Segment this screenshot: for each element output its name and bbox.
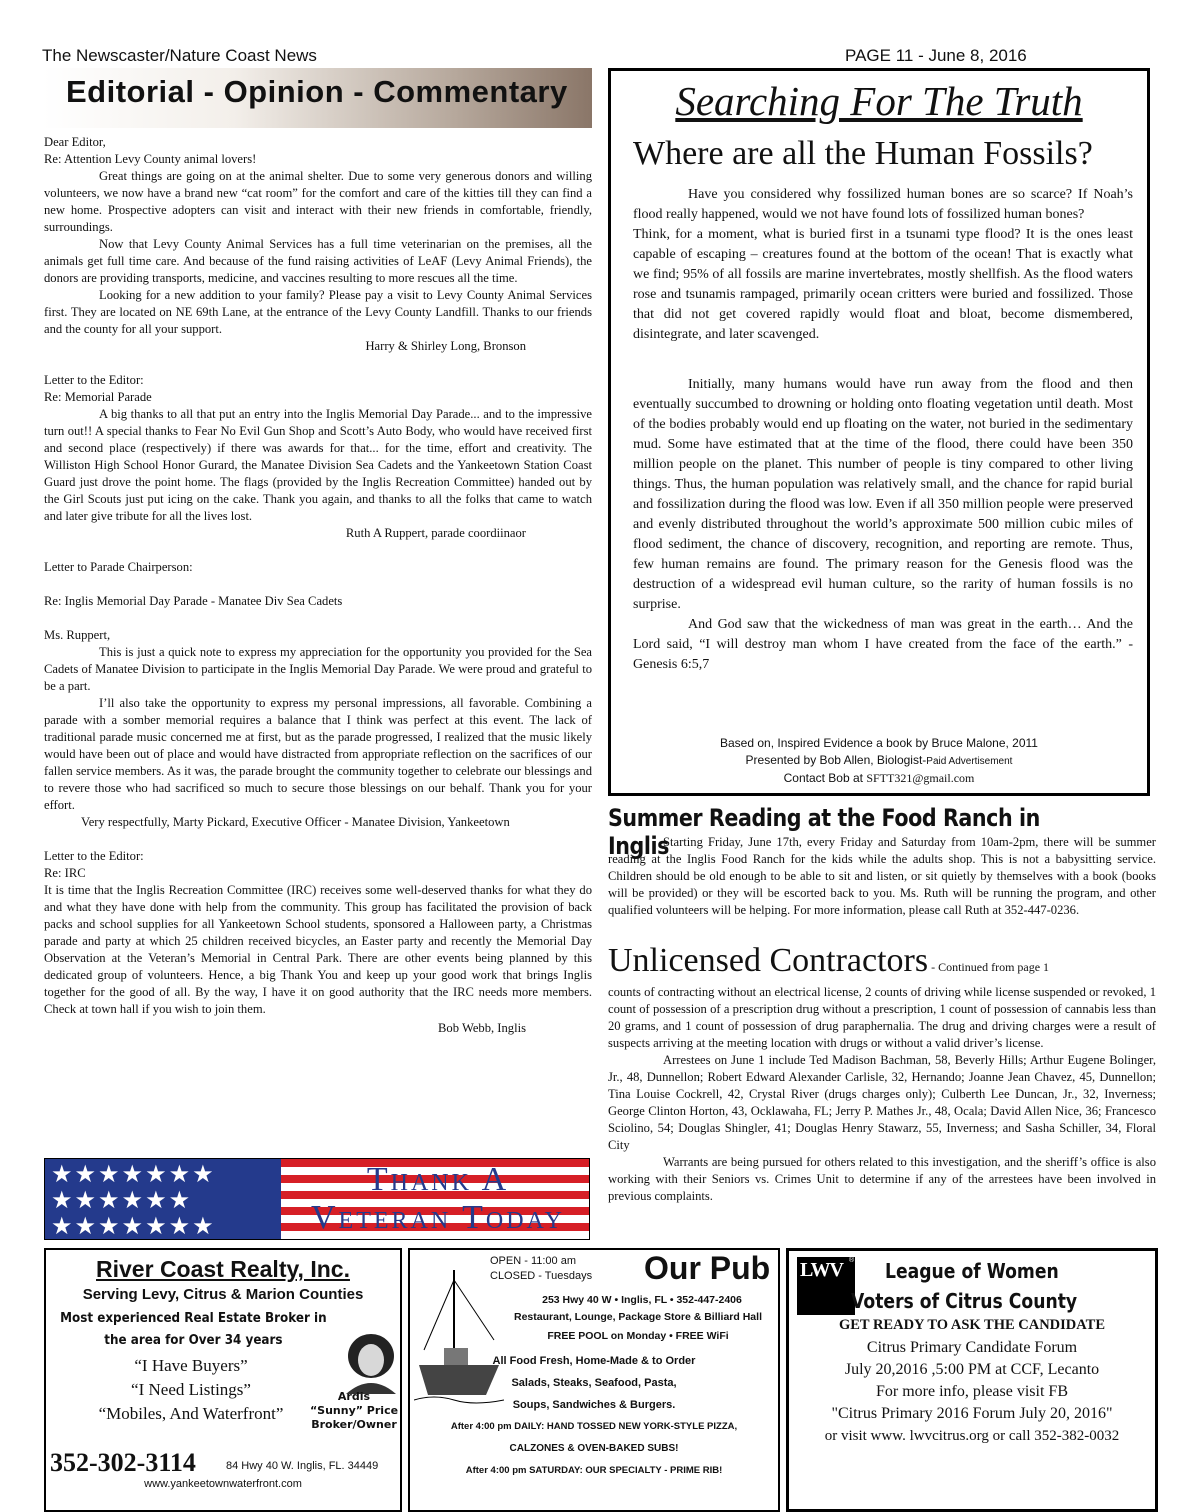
pub-line: After 4:00 pm SATURDAY: OUR SPECIALTY - PRIME RIB! — [465, 1465, 723, 1476]
thank-a-veteran-flag — [44, 1158, 590, 1240]
realty-phone: 352-302-3114 — [50, 1448, 196, 1477]
pub-line: All Food Fresh, Home-Made & to Order — [492, 1355, 696, 1367]
truth-body — [633, 185, 1133, 675]
summer-reading-body: Starting Friday, June 17th, every Friday and Saturday from 10am-2pm, there will be summer reading at the Inglis Food Ranch for the kids while the adults shop. This is not a babysitting service. Children should be old enough to be able to sit and listen, or sit quietly by themselves with a book (books will be provided) or they will be escorted back to you. Ms. Ruth will be running the program, and other qualified volunteers will be helping. For more information, please call Ruth at 352-447-0236. — [608, 835, 1156, 917]
credit-line: Contact Bob at SFTT321@gmail.com — [783, 771, 975, 785]
page-date: PAGE 11 - June 8, 2016 — [845, 46, 1027, 65]
realty-address: 84 Hwy 40 W. Inglis, FL. 34449 — [226, 1460, 379, 1472]
broker-photo — [342, 1332, 400, 1394]
truth-quote: And God saw that the wickedness of man was great in the earth… And the Lord said, “I will destroy man whom I have created from the face of the earth.” - Genesis 6:5,7 — [633, 617, 1133, 672]
letter-greeting: Ms. Ruppert, — [44, 628, 111, 642]
realty-name: River Coast Realty, Inc. — [96, 1256, 350, 1282]
pub-line: Soups, Sandwiches & Burgers. — [512, 1399, 676, 1411]
letter-signature: Harry & Shirley Long, Bronson — [365, 339, 526, 353]
letter-paragraph: A big thanks to all that put an entry into the Inglis Memorial Day Parade... and to the impressive turn out!! A special thanks to Fear No Evil Gun Shop and Scott’s Auto Body, who would have received first and second place (respectively) if there was awards for that... for the time, effort and creativity. The Williston High School Honor Gurard, the Manatee Division Sea Cadets and the Yankeetown Station Coast Guard just drove the point home. The flags (provided by the Inglis Recreation Committee) handed out by the Girl Scouts just put icing on the cake. Thank you again, and thanks to all the folks that came to watch and later give tribute for all the lives lost. — [44, 407, 592, 523]
pub-hours-open: OPEN - 11:00 am — [490, 1255, 576, 1267]
letter-signature: Very respectfully, Marty Pickard, Executive Officer - Manatee Division, Yankeetown — [81, 815, 510, 829]
contractors-paragraph: counts of contracting without an electrical license, 2 counts of driving while license suspended or revoked, 1 count of possession of a prescription drug without a prescription, 1 count of possession of cannabis less than 20 grams, and 1 count of possession of drug paraphernalia. The drug and driving charges were a result of suspects arriving at the meeting location with drugs or without a valid driver’s license. — [608, 985, 1156, 1050]
letter-paragraph: Looking for a new addition to your family? Please pay a visit to Levy County Animal Services first. They are located on NE 69th Lane, at the entrance of the Levy County Landfill. Thanks to our friends and the county for all your support. — [44, 288, 592, 336]
truth-paragraph: Have you considered why fossilized human bones are so scarce? If Noah’s flood really happened, would we not have found lots of fossilized human bones? — [633, 187, 1133, 222]
letter-salutation: Letter to the Editor: — [44, 849, 144, 863]
pub-hours-closed: CLOSED - Tuesdays — [490, 1270, 593, 1282]
letter-paragraph: Great things are going on at the animal shelter. Due to some very generous donors and willing volunteers, we now have a brand new “cat room” for the comfort and care of the kitties till they can find a new home. Prospective adopters can visit and interact with their new friends in comfortable, friendly, surroundings. — [44, 169, 592, 234]
lwv-line: For more info, please visit FB — [876, 1383, 1068, 1400]
realty-counties: Serving Levy, Citrus & Marion Counties — [82, 1286, 364, 1303]
broker-nickname: “Sunny” Price — [309, 1404, 399, 1417]
letter-paragraph: It is time that the Inglis Recreation Committee (IRC) receives some well-deserved thanks for what they do and what they have done with help from the community. This group has facilitated the provision of back packs and school supplies for all Yankeetown School students, sponsored a Halloween party, a Christmas parade and party at which 25 children received bicycles, an Easter party and recently the Memorial Day Observation at the Veteran’s Memorial in Central Park. There are other events being planned by this dedicated group of volunteers. Hence, a big Thank You and keep up your good work that brings Inglis together for the good of all. By the way, I have it on good authority that the IRC needs more members. Check at town hall if you wish to join them. — [44, 883, 592, 1016]
letter-paragraph: I’ll also take the opportunity to express my personal impressions, all favorable. Combining a parade with a somber memorial requires a balance that I think was perfect at this event. The lack of traditional parade music concerned me at first, but as the parade progressed, I realized that the music likely would have been out of place and would have distracted from appropriate reflection on the sacrifices of our fallen service members. As it was, the parade brought the community together to celebrate our blessings and to revere those who had sacrificed so much to secure those blessings on our behalf. Thank you for your effort. — [44, 696, 592, 812]
letter-paragraph: Now that Levy County Animal Services has a full time veterinarian on the premises, all the animals get full time care. And because of the fund raising activities of LeAF (Levy Animal Friends), the donors are providing transports, medicine, and vaccines resulting to more rescues all the time. — [44, 237, 592, 285]
realty-experience: the area for Over 34 years — [104, 1333, 283, 1348]
truth-paragraph: Initially, many humans would have run away from the flood and then eventually succumbed to drowning or holding onto floating vegetation until death. Most of the bodies probably would end up floating on the water, not buried in the sedimentary mud. Some have estimated that at the time of the flood, there could have been 350 million people on the planet. This number of people is tiny compared to other living things. Thus, the human population was relatively small, and the chance for rapid burial and fossilization during the flood was low. Even if all 350 million people were preserved and evenly distributed throughout the world’s approximate 500 million cubic miles of flood sediment, the chance of discovery, recognition, and reporting are remote. Thus, few human remains are found. The primary reason for the Genesis flood was the destruction of a widespread evil human culture, so the rarity of human fossils is no surprise. — [633, 377, 1133, 612]
contractors-paragraph: Arrestees on June 1 include Ted Madison Bachman, 58, Beverly Hills; Arthur Eugene Bolinger, Jr., 48, Dunnellon; Robert Edward Alexander Carlisle, 32, Hernando; Joanne Jean Chavez, 45, Dunnellon; Tina Louise Cockrell, 42, Crystal River (drugs charges only); Culberth Lee Duncan, Jr., 32, Inverness; George Clinton Horton, 43, Ocklawaha, FL; Jerry P. Mathes Jr., 48, Ocala; David Allen Nice, 36; Francesco Sciolino, 54; Douglas Shingler, 41; Douglas Henry Stawarz, 55, Inverness; and Sasha Schiller, 34, Floral City — [608, 1053, 1156, 1152]
broker-title: Broker/Owner — [311, 1418, 397, 1431]
letter-subject: Re: Inglis Memorial Day Parade - Manatee Div Sea Cadets — [44, 594, 343, 608]
searching-for-truth-ad — [608, 68, 1150, 796]
letters-to-editor — [44, 134, 592, 1037]
river-coast-realty-ad — [44, 1248, 402, 1512]
credit-line: Presented by Bob Allen, Biologist-Paid Advertisement — [745, 753, 1013, 767]
truth-title: Searching For The Truth — [675, 78, 1083, 124]
realty-website: www.yankeetownwaterfront.com — [144, 1478, 302, 1490]
truth-credits — [611, 735, 1147, 787]
realty-quote: “I Have Buyers” — [134, 1356, 248, 1375]
letter-subject: Re: IRC — [44, 866, 86, 880]
realty-experience: Most experienced Real Estate Broker in — [60, 1311, 327, 1326]
lwv-line: or visit www. lwvcitrus.org or call 352-382-0032 — [824, 1428, 1120, 1444]
flag-text-line2: Veteran Today — [311, 1199, 565, 1236]
lwv-title-2: Voters of Citrus County — [851, 1289, 1078, 1313]
letter-paragraph: This is just a quick note to express my appreciation for the opportunity you provided for the Sea Cadets of Manatee Division to participate in the Inglis Memorial Day Parade. We were proud and grateful to be a part. — [44, 645, 592, 693]
contractors-paragraph: Warrants are being pursued for others related to this investigation, and the sheriff’s office is also working with their Seniors vs. Crimes Unit to determine if any of the arrestees have been involved in previous complaints. — [608, 1155, 1156, 1203]
pub-line: FREE POOL on Monday • FREE WiFi — [547, 1330, 729, 1342]
editorial-banner — [42, 68, 592, 128]
contractors-body — [608, 984, 1156, 1205]
broker-name: Ardis — [337, 1390, 371, 1403]
paid-ad-label: Paid Advertisement — [926, 756, 1013, 767]
truth-subtitle: Where are all the Human Fossils? — [633, 135, 1093, 172]
letter-subject: Re: Memorial Parade — [44, 390, 152, 404]
contact-email: SFTT321@gmail.com — [866, 771, 975, 785]
editorial-banner-title: Editorial - Opinion - Commentary — [66, 74, 568, 109]
pub-line: After 4:00 pm DAILY: HAND TOSSED NEW YORK-STYLE PIZZA, — [450, 1421, 738, 1432]
lwv-headline: GET READY TO ASK THE CANDIDATE — [838, 1317, 1106, 1333]
letter-salutation: Letter to Parade Chairperson: — [44, 560, 193, 574]
realty-quote: “Mobiles, And Waterfront” — [98, 1404, 284, 1423]
letter-salutation: Dear Editor, — [44, 135, 106, 149]
stars-icon: ★★★★★★★ ★★★★★★ ★★★★★★★ — [45, 1159, 281, 1239]
letter-signature: Bob Webb, Inglis — [438, 1021, 526, 1035]
credit-line: Based on, Inspired Evidence a book by Bruce Malone, 2011 — [720, 736, 1038, 750]
realty-quote: “I Need Listings” — [131, 1380, 251, 1399]
letter-signature: Ruth A Ruppert, parade coordiinaor — [345, 526, 526, 540]
letter-subject: Re: Attention Levy County animal lovers! — [44, 152, 257, 166]
publication-name: The Newscaster/Nature Coast News — [42, 46, 317, 65]
pub-line: Salads, Steaks, Seafood, Pasta, — [511, 1377, 677, 1389]
pub-line: Restaurant, Lounge, Package Store & Billiard Hall — [514, 1311, 762, 1323]
summer-reading-heading: Summer Reading at the Food Ranch in Inglis — [608, 804, 1040, 860]
continued-note: - Continued from page 1 — [928, 960, 1050, 974]
our-pub-ad — [408, 1248, 780, 1512]
pub-name: Our Pub — [644, 1250, 771, 1286]
lwv-line: July 20,2016 ,5:00 PM at CCF, Lecanto — [844, 1361, 1100, 1378]
league-of-women-voters-ad — [786, 1248, 1158, 1512]
lwv-title-1: League of Women — [885, 1259, 1059, 1283]
pub-line: CALZONES & OVEN-BAKED SUBS! — [509, 1443, 679, 1454]
lwv-logo-icon: LWV ® — [797, 1257, 855, 1315]
lwv-line: Citrus Primary Candidate Forum — [866, 1339, 1078, 1356]
pub-address: 253 Hwy 40 W • Inglis, FL • 352-447-2406 — [542, 1294, 742, 1306]
lwv-line: "Citrus Primary 2016 Forum July 20, 2016" — [831, 1405, 1113, 1422]
contractors-heading: Unlicensed Contractors - Continued from page 1 — [608, 942, 1050, 979]
truth-paragraph: Think, for a moment, what is buried first in a tsunami type flood? It is the ones least capable of escaping – creatures found at the bottom of the ocean! That is exactly what we find; 95% of all fossils are marine invertebrates, mostly shellfish. As the flood waters rose and tsunamis rampaged, primarily ocean critters were buried and fossilized. Those that did not get covered rapidly would float and bloat, become dismembered, disintegrate, and later scavenged. — [633, 227, 1133, 342]
letter-salutation: Letter to the Editor: — [44, 373, 144, 387]
flag-text-line1: Thank A — [366, 1161, 510, 1198]
